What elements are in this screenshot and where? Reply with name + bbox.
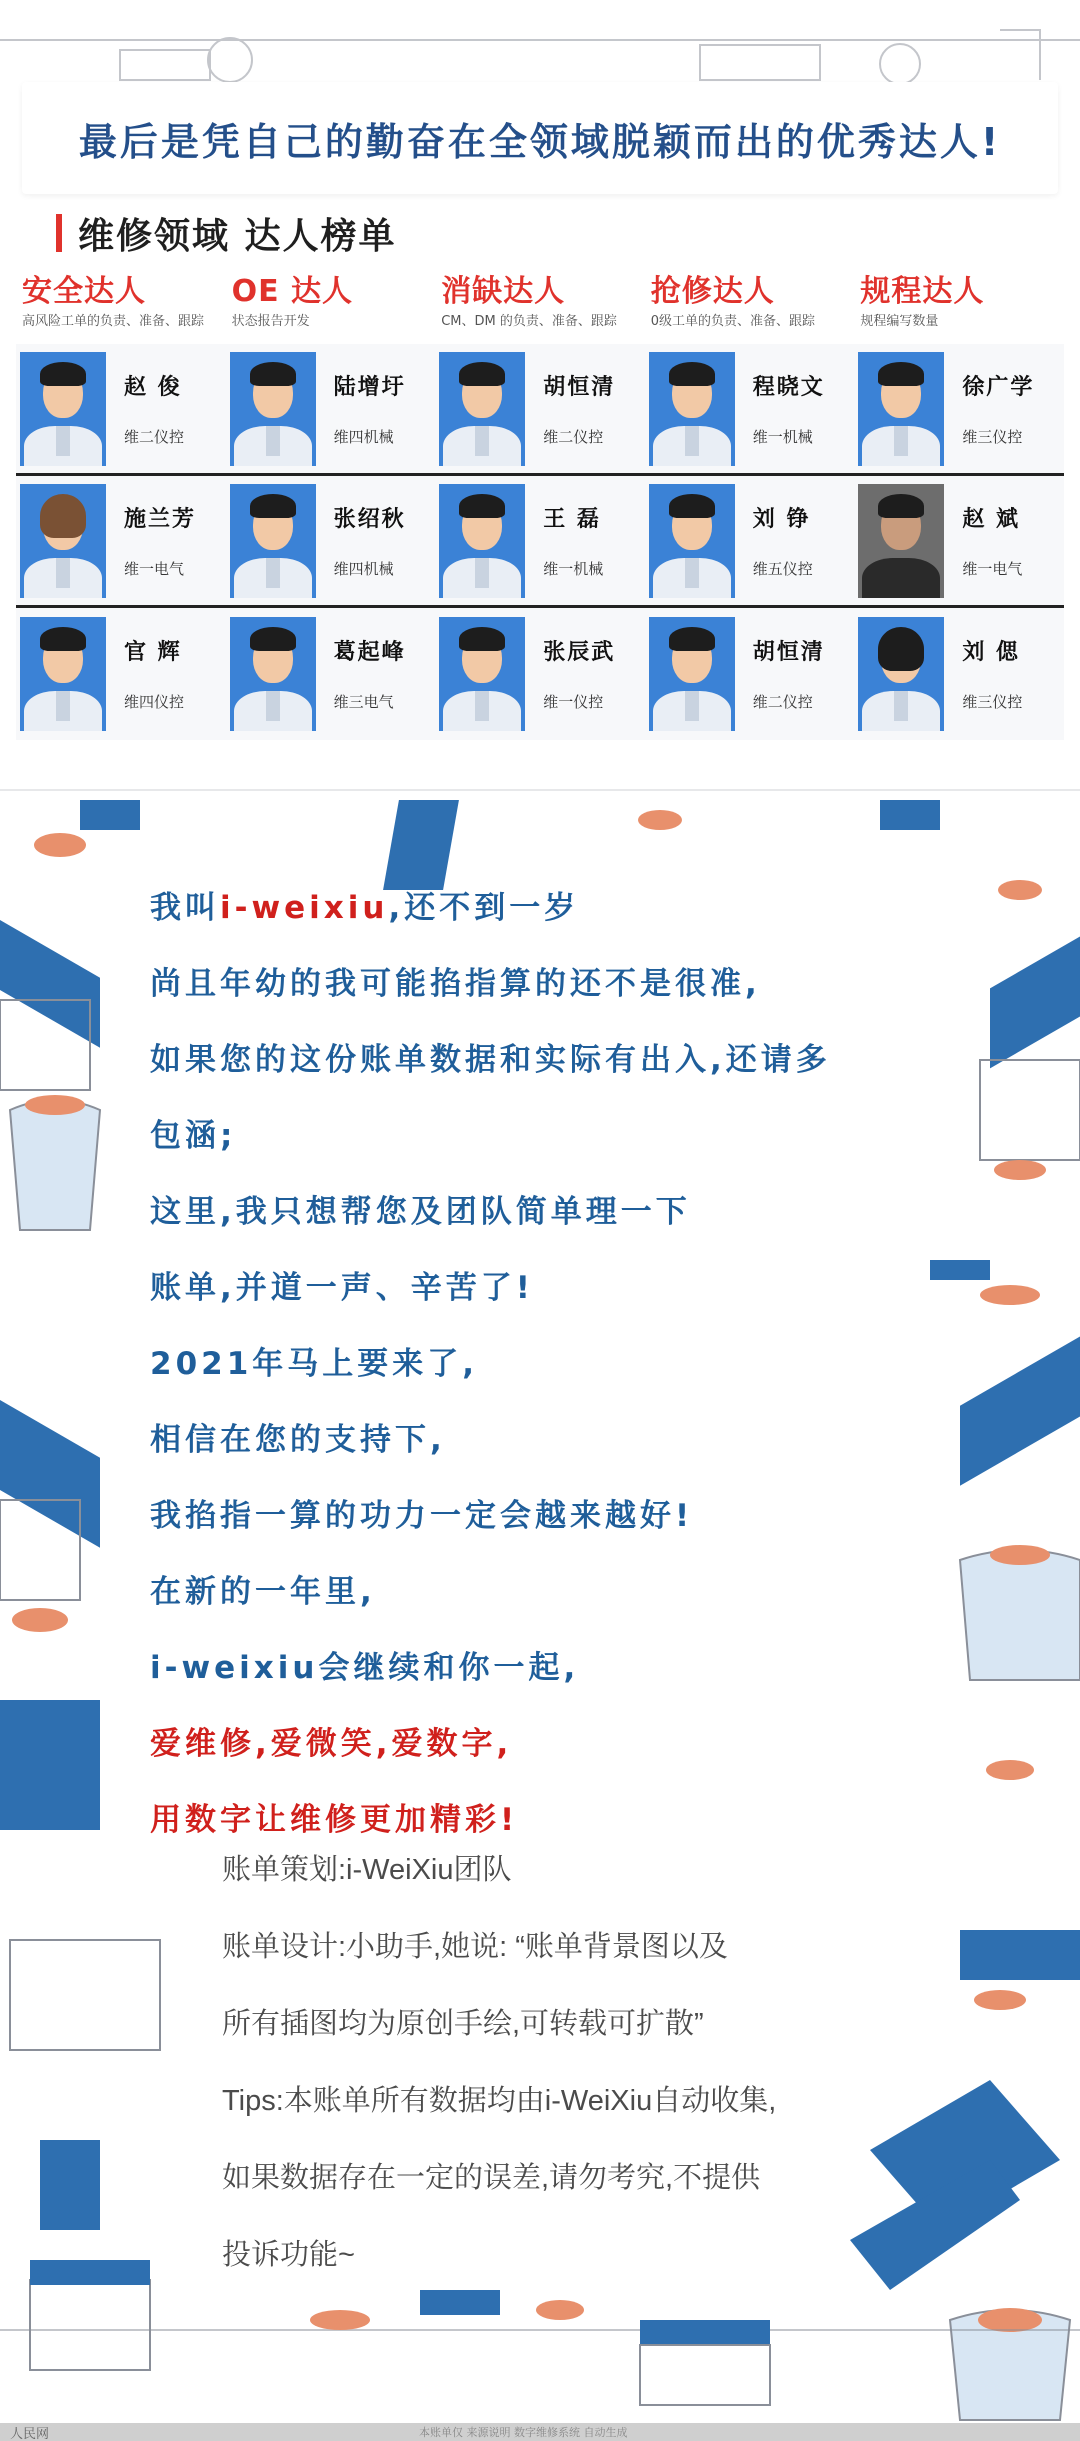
- person-card: [854, 476, 1064, 605]
- message-line: 包涵;: [150, 1118, 237, 1154]
- message-line: i-weixiu会继续和你一起,: [150, 1650, 580, 1686]
- person-dept: 维一机械: [752, 427, 813, 446]
- credit-line: 投诉功能~: [222, 2239, 355, 2271]
- message-line: 2021年马上要来了,: [150, 1346, 479, 1382]
- person-name: 张绍秋: [333, 506, 406, 532]
- person-name: 徐广学: [962, 374, 1035, 400]
- leaderboard: [16, 272, 1064, 738]
- person-card: [16, 608, 226, 740]
- person-name: 葛起峰: [333, 640, 406, 665]
- person-name: 张辰武: [543, 640, 616, 665]
- message-line: 这里,我只想帮您及团队简单理一下: [150, 1194, 691, 1230]
- category-procedure: [854, 272, 1064, 342]
- message-line: 账单,并道一声、辛苦了!: [150, 1270, 534, 1306]
- person-card: [226, 608, 436, 740]
- person-photo: [230, 484, 316, 598]
- person-name: 刘 铮: [752, 506, 811, 532]
- category-desc: 规程编写数量: [860, 314, 939, 329]
- person-name: 施兰芳: [124, 506, 197, 532]
- person-dept: 维二仪控: [124, 427, 185, 446]
- leaderboard-rows: [16, 344, 1064, 740]
- message-text: ,还不到一岁: [388, 890, 580, 926]
- person-card: [226, 344, 436, 473]
- person-card: [16, 344, 226, 473]
- person-photo: [858, 352, 944, 466]
- message-slogan: 爱维修,爱微笑,爱数字,: [150, 1726, 513, 1762]
- watermark-logo: 人民网: [10, 2426, 50, 2441]
- person-dept: 维四机械: [333, 559, 394, 578]
- person-dept: 维五仪控: [752, 559, 813, 578]
- message-line: 尚且年幼的我可能掐指算的还不是很准,: [150, 966, 761, 1002]
- person-name: 程晓文: [752, 374, 825, 400]
- person-dept: 维三仪控: [962, 693, 1023, 711]
- message-line: 我掐指一算的功力一定会越来越好!: [150, 1498, 694, 1534]
- person-photo: [230, 617, 316, 731]
- credit-line: 如果数据存在一定的误差,请勿考究,不提供: [222, 2162, 761, 2194]
- credits-block: [222, 1832, 1002, 2294]
- person-name: 王 磊: [543, 506, 601, 532]
- person-card: [645, 344, 855, 473]
- category-desc: CM、DM 的负责、准备、跟踪: [441, 314, 617, 329]
- person-dept: 维二仪控: [752, 693, 813, 711]
- person-photo: [20, 617, 106, 731]
- message-line: 如果您的这份账单数据和实际有出入,还请多: [150, 1042, 831, 1078]
- person-name: 赵 斌: [962, 506, 1021, 532]
- category-title: 安全达人: [22, 274, 146, 309]
- credit-line: 所有插图均为原创手绘,可转载可扩散”: [222, 2008, 704, 2040]
- leaderboard-row: [16, 608, 1064, 740]
- person-photo: [439, 617, 525, 731]
- credit-line: 账单策划:i-WeiXiu团队: [222, 1854, 512, 1886]
- brand-name: i-weixiu: [220, 890, 389, 926]
- person-dept: 维一仪控: [543, 693, 604, 711]
- person-dept: 维一电气: [962, 559, 1023, 578]
- category-repair: [645, 272, 855, 342]
- message-line: 相信在您的支持下,: [150, 1422, 446, 1458]
- credit-line: 账单设计:小助手,她说: “账单背景图以及: [222, 1931, 728, 1963]
- person-card: [854, 344, 1064, 473]
- person-photo: [439, 484, 525, 598]
- person-card: [16, 476, 226, 605]
- category-safety: [16, 272, 226, 342]
- category-desc: 高风险工单的负责、准备、跟踪: [22, 314, 205, 329]
- person-photo: [649, 617, 735, 731]
- footer-caption: 本账单仅 来源说明 数字维修系统 自动生成: [419, 2426, 628, 2439]
- category-title: 消缺达人: [441, 274, 566, 309]
- footer-bar: [0, 2423, 1080, 2441]
- category-title: OE 达人: [231, 274, 354, 309]
- person-photo: [230, 352, 316, 466]
- person-name: 胡恒清: [543, 374, 616, 400]
- person-dept: 维四机械: [333, 427, 394, 446]
- person-card: [226, 476, 436, 605]
- person-dept: 维三仪控: [962, 427, 1023, 446]
- section-title: 维修领域 达人榜单: [78, 215, 397, 257]
- person-photo: [439, 352, 525, 466]
- person-dept: 维一机械: [543, 559, 604, 578]
- message-line: [150, 870, 970, 946]
- headline-text: 最后是凭自己的勤奋在全领域脱颖而出的优秀达人!: [78, 119, 1002, 164]
- category-title: 抢修达人: [650, 274, 775, 309]
- person-dept: 维二仪控: [543, 427, 604, 446]
- message-slogan: 用数字让维修更加精彩!: [150, 1802, 519, 1838]
- category-desc: 状态报告开发: [231, 314, 310, 329]
- person-card: [435, 608, 645, 740]
- leaderboard-row: [16, 476, 1064, 608]
- category-desc: 0级工单的负责、准备、跟踪: [650, 314, 816, 329]
- person-dept: 维一电气: [124, 559, 185, 578]
- person-card: [435, 344, 645, 473]
- category-header-row: [16, 272, 1064, 342]
- person-photo: [649, 352, 735, 466]
- message-line: 在新的一年里,: [150, 1574, 376, 1610]
- person-name: 刘 偲: [962, 640, 1021, 665]
- person-name: 官 辉: [124, 640, 182, 665]
- person-photo: [858, 484, 944, 598]
- person-card: [435, 476, 645, 605]
- category-title: 规程达人: [860, 274, 985, 309]
- category-oe: [226, 272, 436, 342]
- person-dept: 维三电气: [333, 693, 394, 711]
- section-header: [56, 208, 397, 258]
- category-defect: [435, 272, 645, 342]
- person-card: [854, 608, 1064, 740]
- person-photo: [858, 617, 944, 731]
- message-block: [150, 870, 970, 1858]
- person-photo: [20, 484, 106, 598]
- leaderboard-row: [16, 344, 1064, 476]
- person-photo: [20, 352, 106, 466]
- person-dept: 维四仪控: [124, 693, 185, 711]
- person-name: 胡恒清: [752, 640, 825, 665]
- person-name: 陆增圩: [333, 374, 406, 400]
- person-photo: [649, 484, 735, 598]
- section-accent-bar: [56, 214, 62, 252]
- message-text: 我叫: [150, 890, 220, 926]
- person-card: [645, 476, 855, 605]
- headline-banner: [22, 82, 1058, 194]
- person-card: [645, 608, 855, 740]
- credit-line: Tips:本账单所有数据均由i-WeiXiu自动收集,: [222, 2085, 777, 2117]
- person-name: 赵 俊: [124, 374, 182, 400]
